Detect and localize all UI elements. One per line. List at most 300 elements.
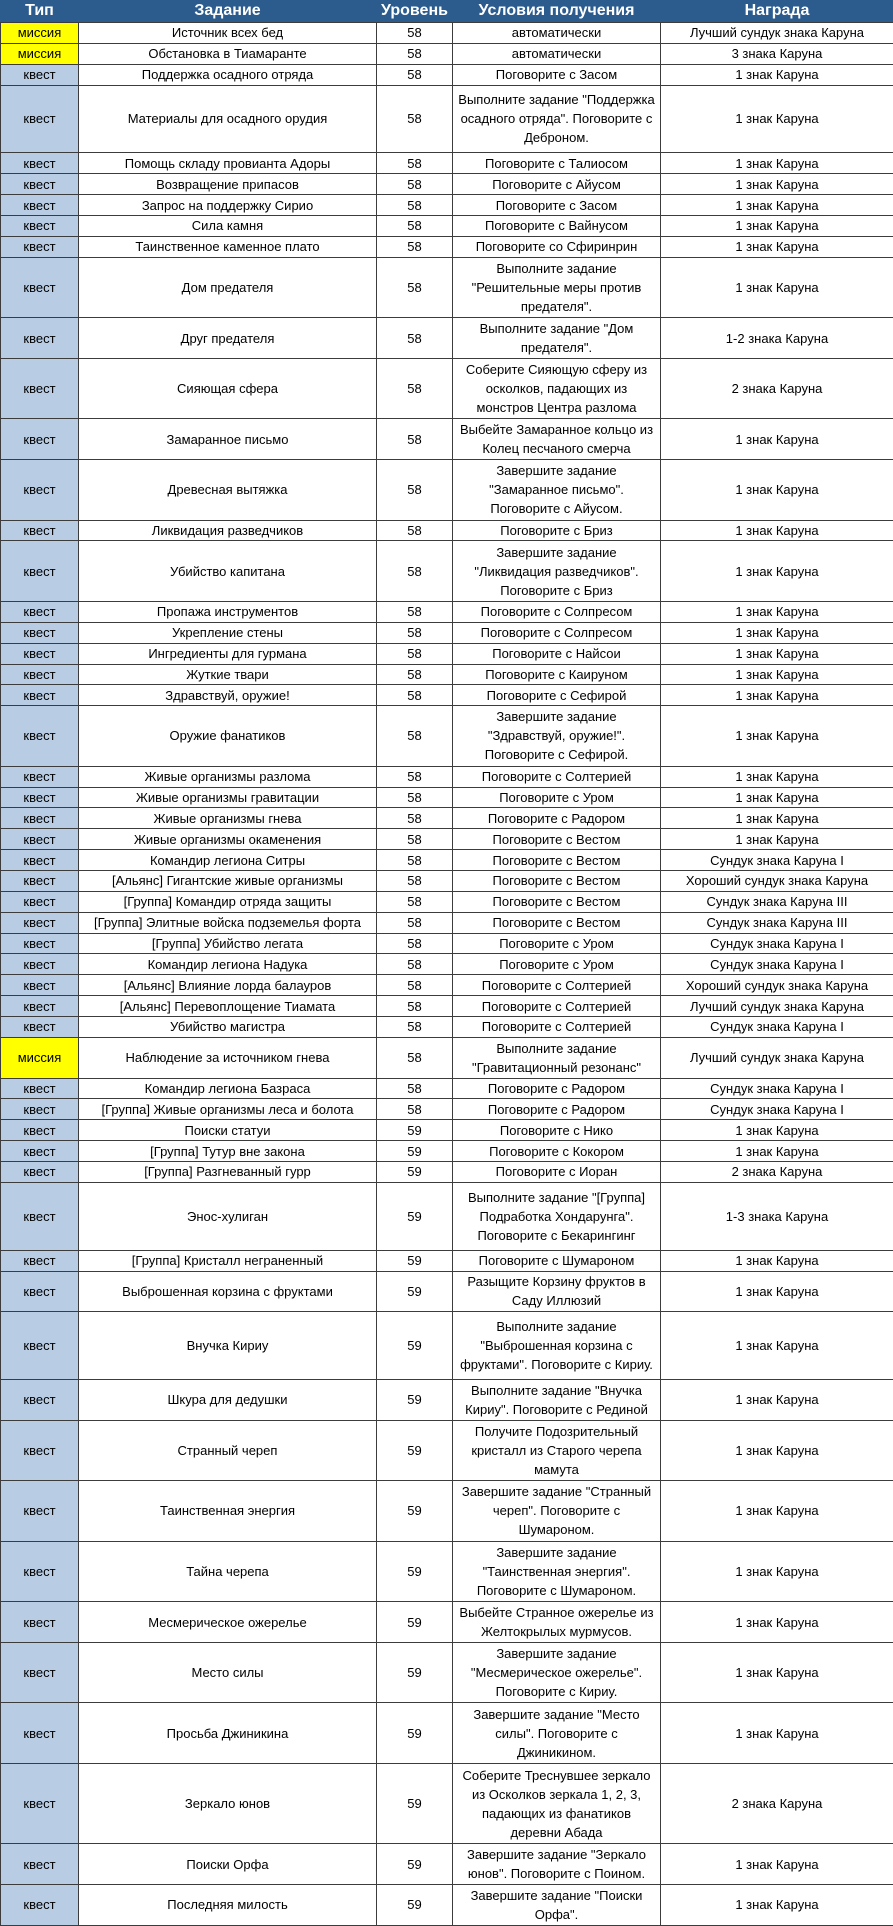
row-type-cell[interactable]: квест [1, 153, 79, 174]
row-name-cell[interactable]: [Группа] Элитные войска подземелья форта [79, 912, 377, 933]
row-name-cell[interactable]: Командир легиона Ситры [79, 850, 377, 871]
row-condition-cell[interactable]: Завершите задание "Месмерическое ожерелье". Поговорите с Кириу. [453, 1642, 661, 1703]
row-name-cell[interactable]: Поиски статуи [79, 1120, 377, 1141]
row-type-cell[interactable]: миссия [1, 43, 79, 64]
row-type-cell[interactable]: квест [1, 1844, 79, 1885]
row-name-cell[interactable]: Внучка Кириу [79, 1312, 377, 1380]
row-type-cell[interactable]: квест [1, 787, 79, 808]
row-level-cell[interactable]: 58 [377, 195, 453, 216]
row-level-cell[interactable]: 58 [377, 1078, 453, 1099]
row-reward-cell[interactable]: Хороший сундук знака Каруна [661, 871, 893, 892]
row-level-cell[interactable]: 58 [377, 601, 453, 622]
row-type-cell[interactable]: квест [1, 1420, 79, 1481]
row-name-cell[interactable]: Живые организмы окаменения [79, 829, 377, 850]
row-reward-cell[interactable]: 1 знак Каруна [661, 236, 893, 257]
row-condition-cell[interactable]: Соберите Сияющую сферу из осколков, падающих из монстров Центра разлома [453, 358, 661, 419]
row-level-cell[interactable]: 58 [377, 622, 453, 643]
table-row [1, 912, 893, 933]
row-condition-cell[interactable]: Разыщите Корзину фруктов в Саду Иллюзий [453, 1271, 661, 1312]
row-name-cell[interactable]: Выброшенная корзина с фруктами [79, 1271, 377, 1312]
row-type-cell[interactable]: квест [1, 933, 79, 954]
row-type-cell[interactable]: квест [1, 685, 79, 706]
row-name-cell[interactable]: Убийство магистра [79, 1017, 377, 1038]
row-name-cell[interactable]: Возвращение припасов [79, 174, 377, 195]
row-type-cell[interactable]: миссия [1, 23, 79, 44]
row-condition-cell[interactable]: Выполните задание "Выброшенная корзина с фруктами". Поговорите с Кириу. [453, 1312, 661, 1380]
row-level-cell[interactable]: 59 [377, 1380, 453, 1421]
row-level-cell[interactable]: 59 [377, 1703, 453, 1764]
row-condition-cell[interactable]: Поговорите с Айусом [453, 174, 661, 195]
row-condition-cell[interactable]: Поговорите с Солтерией [453, 975, 661, 996]
row-name-cell[interactable]: [Группа] Убийство легата [79, 933, 377, 954]
row-reward-cell[interactable]: Сундук знака Каруна I [661, 1078, 893, 1099]
row-reward-cell[interactable]: 1 знак Каруна [661, 419, 893, 460]
row-name-cell[interactable]: Странный череп [79, 1420, 377, 1481]
row-level-cell[interactable]: 59 [377, 1884, 453, 1925]
row-condition-cell[interactable]: Поговорите с Вестом [453, 891, 661, 912]
row-type-cell[interactable]: квест [1, 64, 79, 85]
row-name-cell[interactable]: Жуткие твари [79, 664, 377, 685]
row-reward-cell[interactable]: Сундук знака Каруна I [661, 1017, 893, 1038]
row-level-cell[interactable]: 59 [377, 1312, 453, 1380]
row-reward-cell[interactable]: 1 знак Каруна [661, 257, 893, 318]
row-level-cell[interactable]: 58 [377, 460, 453, 521]
row-reward-cell[interactable]: 1 знак Каруна [661, 685, 893, 706]
row-level-cell[interactable]: 58 [377, 257, 453, 318]
row-level-cell[interactable]: 58 [377, 64, 453, 85]
row-level-cell[interactable]: 58 [377, 174, 453, 195]
row-condition-cell[interactable]: Завершите задание "Ликвидация разведчиков". Поговорите с Бриз [453, 541, 661, 602]
row-condition-cell[interactable]: Поговорите с Солпресом [453, 601, 661, 622]
table-row [1, 174, 893, 195]
row-level-cell[interactable]: 59 [377, 1120, 453, 1141]
row-type-cell[interactable]: квест [1, 706, 79, 767]
row-reward-cell[interactable]: 1 знак Каруна [661, 1120, 893, 1141]
row-type-cell[interactable]: квест [1, 1250, 79, 1271]
row-condition-cell[interactable]: Поговорите с Уром [453, 787, 661, 808]
row-name-cell[interactable]: Поиски Орфа [79, 1844, 377, 1885]
row-type-cell[interactable]: квест [1, 1763, 79, 1843]
table-row [1, 1312, 893, 1380]
row-type-cell[interactable]: квест [1, 460, 79, 521]
table-row [1, 1481, 893, 1542]
row-level-cell[interactable]: 58 [377, 766, 453, 787]
row-type-cell[interactable]: квест [1, 1380, 79, 1421]
row-name-cell[interactable]: Живые организмы гнева [79, 808, 377, 829]
row-name-cell[interactable]: Командир легиона Надука [79, 954, 377, 975]
row-level-cell[interactable]: 58 [377, 685, 453, 706]
table-row [1, 1380, 893, 1421]
row-type-cell[interactable]: квест [1, 871, 79, 892]
row-type-cell[interactable]: квест [1, 1017, 79, 1038]
row-reward-cell[interactable]: 1 знак Каруна [661, 808, 893, 829]
row-name-cell[interactable]: Зеркало юнов [79, 1763, 377, 1843]
row-level-cell[interactable]: 58 [377, 358, 453, 419]
row-name-cell[interactable]: Ликвидация разведчиков [79, 520, 377, 541]
row-level-cell[interactable]: 59 [377, 1763, 453, 1843]
row-level-cell[interactable]: 58 [377, 850, 453, 871]
row-reward-cell[interactable]: Сундук знака Каруна I [661, 954, 893, 975]
row-condition-cell[interactable]: Поговорите с Вестом [453, 850, 661, 871]
row-name-cell[interactable]: Дом предателя [79, 257, 377, 318]
row-type-cell[interactable]: квест [1, 541, 79, 602]
row-name-cell[interactable]: Укрепление стены [79, 622, 377, 643]
row-type-cell[interactable]: квест [1, 996, 79, 1017]
row-condition-cell[interactable]: Поговорите с Шумароном [453, 1250, 661, 1271]
row-reward-cell[interactable]: 1 знак Каруна [661, 195, 893, 216]
row-name-cell[interactable]: Тайна черепа [79, 1541, 377, 1602]
row-condition-cell[interactable]: Поговорите с Найсои [453, 643, 661, 664]
row-reward-cell[interactable]: Лучший сундук знака Каруна [661, 996, 893, 1017]
row-reward-cell[interactable]: Сундук знака Каруна I [661, 1099, 893, 1120]
header-level: Уровень [377, 0, 453, 23]
row-type-cell[interactable]: квест [1, 808, 79, 829]
row-level-cell[interactable]: 59 [377, 1481, 453, 1542]
row-reward-cell[interactable]: Лучший сундук знака Каруна [661, 23, 893, 44]
row-name-cell[interactable]: Месмерическое ожерелье [79, 1602, 377, 1643]
row-type-cell[interactable]: квест [1, 1642, 79, 1703]
row-level-cell[interactable]: 58 [377, 419, 453, 460]
row-level-cell[interactable]: 59 [377, 1602, 453, 1643]
row-condition-cell[interactable]: Выполните задание "Гравитационный резонанс" [453, 1037, 661, 1078]
table-row [1, 215, 893, 236]
row-level-cell[interactable]: 58 [377, 912, 453, 933]
table-row [1, 520, 893, 541]
row-name-cell[interactable]: Таинственное каменное плато [79, 236, 377, 257]
row-condition-cell[interactable]: Поговорите с Солтерией [453, 996, 661, 1017]
row-type-cell[interactable]: квест [1, 1182, 79, 1250]
table-row [1, 975, 893, 996]
row-level-cell[interactable]: 59 [377, 1271, 453, 1312]
row-condition-cell[interactable]: Поговорите с Радором [453, 1078, 661, 1099]
row-type-cell[interactable]: квест [1, 1541, 79, 1602]
row-condition-cell[interactable]: Соберите Треснувшее зеркало из Осколков зеркала 1, 2, 3, падающих из фанатиков деревни Абада [453, 1763, 661, 1843]
row-level-cell[interactable]: 58 [377, 954, 453, 975]
row-condition-cell[interactable]: Завершите задание "Здравствуй, оружие!". Поговорите с Сефирой. [453, 706, 661, 767]
row-reward-cell[interactable]: Сундук знака Каруна III [661, 912, 893, 933]
row-name-cell[interactable]: Живые организмы гравитации [79, 787, 377, 808]
row-name-cell[interactable]: Помощь складу провианта Адоры [79, 153, 377, 174]
row-type-cell[interactable]: квест [1, 1703, 79, 1764]
row-name-cell[interactable]: [Группа] Командир отряда защиты [79, 891, 377, 912]
row-condition-cell[interactable]: автоматически [453, 43, 661, 64]
row-condition-cell[interactable]: Выполните задание "[Группа] Подработка Хондарунга". Поговорите с Бекарингинг [453, 1182, 661, 1250]
row-name-cell[interactable]: Обстановка в Тиамаранте [79, 43, 377, 64]
row-name-cell[interactable]: Место силы [79, 1642, 377, 1703]
row-type-cell[interactable]: квест [1, 1162, 79, 1183]
row-level-cell[interactable]: 58 [377, 975, 453, 996]
row-reward-cell[interactable]: 1 знак Каруна [661, 1844, 893, 1885]
row-reward-cell[interactable]: 1 знак Каруна [661, 460, 893, 521]
row-condition-cell[interactable]: Поговорите с Радором [453, 1099, 661, 1120]
row-reward-cell[interactable]: Сундук знака Каруна III [661, 891, 893, 912]
row-name-cell[interactable]: Таинственная энергия [79, 1481, 377, 1542]
row-condition-cell[interactable]: Выполните задание "Дом предателя". [453, 318, 661, 359]
row-condition-cell[interactable]: Поговорите с Сефирой [453, 685, 661, 706]
row-reward-cell[interactable]: 1 знак Каруна [661, 1884, 893, 1925]
row-level-cell[interactable]: 58 [377, 43, 453, 64]
row-reward-cell[interactable]: 1 знак Каруна [661, 1141, 893, 1162]
row-type-cell[interactable]: квест [1, 236, 79, 257]
row-reward-cell[interactable]: 1 знак Каруна [661, 1703, 893, 1764]
row-name-cell[interactable]: Поддержка осадного отряда [79, 64, 377, 85]
row-condition-cell[interactable]: Завершите задание "Зеркало юнов". Поговорите с Поином. [453, 1844, 661, 1885]
row-condition-cell[interactable]: Поговорите с Засом [453, 195, 661, 216]
row-type-cell[interactable]: квест [1, 912, 79, 933]
row-type-cell[interactable]: квест [1, 1602, 79, 1643]
row-name-cell[interactable]: Живые организмы разлома [79, 766, 377, 787]
row-reward-cell[interactable]: Хороший сундук знака Каруна [661, 975, 893, 996]
row-reward-cell[interactable]: 1 знак Каруна [661, 520, 893, 541]
row-condition-cell[interactable]: Поговорите с Каируном [453, 664, 661, 685]
row-level-cell[interactable]: 58 [377, 520, 453, 541]
row-type-cell[interactable]: квест [1, 829, 79, 850]
row-reward-cell[interactable]: 1 знак Каруна [661, 1541, 893, 1602]
row-reward-cell[interactable]: 1 знак Каруна [661, 1602, 893, 1643]
row-reward-cell[interactable]: 1-2 знака Каруна [661, 318, 893, 359]
row-reward-cell[interactable]: 1 знак Каруна [661, 601, 893, 622]
row-type-cell[interactable]: квест [1, 601, 79, 622]
row-reward-cell[interactable]: 1 знак Каруна [661, 64, 893, 85]
row-name-cell[interactable]: Пропажа инструментов [79, 601, 377, 622]
row-level-cell[interactable]: 58 [377, 1099, 453, 1120]
row-type-cell[interactable]: квест [1, 85, 79, 153]
row-level-cell[interactable]: 58 [377, 23, 453, 44]
row-name-cell[interactable]: Наблюдение за источником гнева [79, 1037, 377, 1078]
row-type-cell[interactable]: миссия [1, 1037, 79, 1078]
table-row [1, 1182, 893, 1250]
row-name-cell[interactable]: Сила камня [79, 215, 377, 236]
row-level-cell[interactable]: 58 [377, 808, 453, 829]
row-level-cell[interactable]: 58 [377, 996, 453, 1017]
row-condition-cell[interactable]: Завершите задание "Место силы". Поговорите с Джиникином. [453, 1703, 661, 1764]
row-type-cell[interactable]: квест [1, 891, 79, 912]
row-name-cell[interactable]: Шкура для дедушки [79, 1380, 377, 1421]
row-type-cell[interactable]: квест [1, 1884, 79, 1925]
row-type-cell[interactable]: квест [1, 1141, 79, 1162]
row-reward-cell[interactable]: 1 знак Каруна [661, 1312, 893, 1380]
row-condition-cell[interactable]: Завершите задание "Таинственная энергия". Поговорите с Шумароном. [453, 1541, 661, 1602]
table-row [1, 706, 893, 767]
row-reward-cell[interactable]: 1 знак Каруна [661, 541, 893, 602]
table-row [1, 195, 893, 216]
row-name-cell[interactable]: Замаранное письмо [79, 419, 377, 460]
row-type-cell[interactable]: квест [1, 975, 79, 996]
row-reward-cell[interactable]: 1 знак Каруна [661, 643, 893, 664]
row-reward-cell[interactable]: 1 знак Каруна [661, 153, 893, 174]
table-row [1, 64, 893, 85]
row-reward-cell[interactable]: 1 знак Каруна [661, 706, 893, 767]
row-level-cell[interactable]: 58 [377, 541, 453, 602]
row-reward-cell[interactable]: 1 знак Каруна [661, 664, 893, 685]
row-condition-cell[interactable]: Завершите задание "Странный череп". Поговорите с Шумароном. [453, 1481, 661, 1542]
row-reward-cell[interactable]: 3 знака Каруна [661, 43, 893, 64]
row-condition-cell[interactable]: Поговорите со Сфиринрин [453, 236, 661, 257]
row-condition-cell[interactable]: Поговорите с Бриз [453, 520, 661, 541]
row-condition-cell[interactable]: Завершите задание "Поиски Орфа". [453, 1884, 661, 1925]
row-type-cell[interactable]: квест [1, 643, 79, 664]
row-reward-cell[interactable]: 1 знак Каруна [661, 1642, 893, 1703]
row-type-cell[interactable]: квест [1, 215, 79, 236]
row-name-cell[interactable]: Просьба Джиникина [79, 1703, 377, 1764]
row-type-cell[interactable]: квест [1, 954, 79, 975]
row-name-cell[interactable]: Оружие фанатиков [79, 706, 377, 767]
row-condition-cell[interactable]: Поговорите с Иоран [453, 1162, 661, 1183]
row-reward-cell[interactable]: 2 знака Каруна [661, 1763, 893, 1843]
row-condition-cell[interactable]: Получите Подозрительный кристалл из Старого черепа мамута [453, 1420, 661, 1481]
row-level-cell[interactable]: 58 [377, 643, 453, 664]
row-condition-cell[interactable]: Поговорите с Нико [453, 1120, 661, 1141]
row-condition-cell[interactable]: Поговорите с Уром [453, 933, 661, 954]
table-row [1, 1884, 893, 1925]
row-reward-cell[interactable]: 1 знак Каруна [661, 1481, 893, 1542]
table-row [1, 1099, 893, 1120]
row-condition-cell[interactable]: Выполните задание "Внучка Кириу". Поговорите с Рединой [453, 1380, 661, 1421]
row-condition-cell[interactable]: Поговорите с Вестом [453, 912, 661, 933]
row-type-cell[interactable]: квест [1, 664, 79, 685]
row-name-cell[interactable]: [Группа] Тутур вне закона [79, 1141, 377, 1162]
row-level-cell[interactable]: 58 [377, 829, 453, 850]
row-type-cell[interactable]: квест [1, 318, 79, 359]
row-level-cell[interactable]: 58 [377, 787, 453, 808]
row-level-cell[interactable]: 58 [377, 706, 453, 767]
row-condition-cell[interactable]: Поговорите с Солтерией [453, 1017, 661, 1038]
row-name-cell[interactable]: [Альянс] Гигантские живые организмы [79, 871, 377, 892]
row-type-cell[interactable]: квест [1, 1271, 79, 1312]
row-condition-cell[interactable]: Выполните задание "Решительные меры против предателя". [453, 257, 661, 318]
row-type-cell[interactable]: квест [1, 1099, 79, 1120]
row-level-cell[interactable]: 58 [377, 236, 453, 257]
row-type-cell[interactable]: квест [1, 1312, 79, 1380]
row-level-cell[interactable]: 58 [377, 871, 453, 892]
row-condition-cell[interactable]: автоматически [453, 23, 661, 44]
row-condition-cell[interactable]: Поговорите с Радором [453, 808, 661, 829]
row-condition-cell[interactable]: Поговорите с Уром [453, 954, 661, 975]
row-reward-cell[interactable]: 1 знак Каруна [661, 85, 893, 153]
row-name-cell[interactable]: Энос-хулиган [79, 1182, 377, 1250]
row-name-cell[interactable]: Убийство капитана [79, 541, 377, 602]
row-reward-cell[interactable]: Сундук знака Каруна I [661, 850, 893, 871]
row-level-cell[interactable]: 59 [377, 1182, 453, 1250]
row-level-cell[interactable]: 59 [377, 1162, 453, 1183]
row-name-cell[interactable]: Ингредиенты для гурмана [79, 643, 377, 664]
row-type-cell[interactable]: квест [1, 174, 79, 195]
row-reward-cell[interactable]: 1 знак Каруна [661, 1420, 893, 1481]
row-name-cell[interactable]: [Альянс] Перевоплощение Тиамата [79, 996, 377, 1017]
row-reward-cell[interactable]: 1 знак Каруна [661, 174, 893, 195]
row-name-cell[interactable]: Здравствуй, оружие! [79, 685, 377, 706]
table-row [1, 1037, 893, 1078]
row-reward-cell[interactable]: 1 знак Каруна [661, 1250, 893, 1271]
row-type-cell[interactable]: квест [1, 520, 79, 541]
row-type-cell[interactable]: квест [1, 358, 79, 419]
row-reward-cell[interactable]: Лучший сундук знака Каруна [661, 1037, 893, 1078]
row-name-cell[interactable]: [Группа] Живые организмы леса и болота [79, 1099, 377, 1120]
table-row [1, 808, 893, 829]
table-row [1, 1162, 893, 1183]
row-name-cell[interactable]: Древесная вытяжка [79, 460, 377, 521]
row-condition-cell[interactable]: Поговорите с Солтерией [453, 766, 661, 787]
row-name-cell[interactable]: [Альянс] Влияние лорда балауров [79, 975, 377, 996]
row-name-cell[interactable]: Командир легиона Базраса [79, 1078, 377, 1099]
table-row [1, 257, 893, 318]
row-level-cell[interactable]: 58 [377, 318, 453, 359]
row-level-cell[interactable]: 58 [377, 891, 453, 912]
row-level-cell[interactable]: 58 [377, 1017, 453, 1038]
row-name-cell[interactable]: Запрос на поддержку Сирио [79, 195, 377, 216]
row-condition-cell[interactable]: Выбейте Странное ожерелье из Желтокрылых мурмусов. [453, 1602, 661, 1643]
row-condition-cell[interactable]: Поговорите с Кокором [453, 1141, 661, 1162]
row-level-cell[interactable]: 59 [377, 1844, 453, 1885]
row-name-cell[interactable]: Друг предателя [79, 318, 377, 359]
row-reward-cell[interactable]: 1 знак Каруна [661, 215, 893, 236]
row-name-cell[interactable]: Последняя милость [79, 1884, 377, 1925]
row-reward-cell[interactable]: 1 знак Каруна [661, 787, 893, 808]
row-name-cell[interactable]: [Группа] Кристалл неграненный [79, 1250, 377, 1271]
row-level-cell[interactable]: 58 [377, 215, 453, 236]
row-type-cell[interactable]: квест [1, 622, 79, 643]
row-level-cell[interactable]: 58 [377, 85, 453, 153]
row-level-cell[interactable]: 59 [377, 1250, 453, 1271]
row-level-cell[interactable]: 58 [377, 933, 453, 954]
table-row [1, 664, 893, 685]
table-row [1, 787, 893, 808]
row-type-cell[interactable]: квест [1, 766, 79, 787]
row-type-cell[interactable]: квест [1, 1481, 79, 1542]
row-condition-cell[interactable]: Выполните задание "Поддержка осадного отряда". Поговорите с Деброном. [453, 85, 661, 153]
row-level-cell[interactable]: 59 [377, 1541, 453, 1602]
row-type-cell[interactable]: квест [1, 257, 79, 318]
row-reward-cell[interactable]: 1 знак Каруна [661, 622, 893, 643]
table-row [1, 43, 893, 64]
row-level-cell[interactable]: 59 [377, 1642, 453, 1703]
row-reward-cell[interactable]: 2 знака Каруна [661, 1162, 893, 1183]
row-reward-cell[interactable]: 1 знак Каруна [661, 829, 893, 850]
row-reward-cell[interactable]: 1-3 знака Каруна [661, 1182, 893, 1250]
table-row [1, 541, 893, 602]
row-level-cell[interactable]: 58 [377, 664, 453, 685]
row-name-cell[interactable]: [Группа] Разгневанный гурр [79, 1162, 377, 1183]
row-condition-cell[interactable]: Завершите задание "Замаранное письмо". Поговорите с Айусом. [453, 460, 661, 521]
row-condition-cell[interactable]: Поговорите с Солпресом [453, 622, 661, 643]
row-level-cell[interactable]: 59 [377, 1141, 453, 1162]
row-reward-cell[interactable]: 1 знак Каруна [661, 1271, 893, 1312]
row-type-cell[interactable]: квест [1, 419, 79, 460]
row-condition-cell[interactable]: Поговорите с Засом [453, 64, 661, 85]
row-level-cell[interactable]: 58 [377, 153, 453, 174]
row-type-cell[interactable]: квест [1, 1120, 79, 1141]
row-type-cell[interactable]: квест [1, 1078, 79, 1099]
row-reward-cell[interactable]: 1 знак Каруна [661, 766, 893, 787]
row-reward-cell[interactable]: 2 знака Каруна [661, 358, 893, 419]
row-condition-cell[interactable]: Поговорите с Вестом [453, 829, 661, 850]
row-reward-cell[interactable]: 1 знак Каруна [661, 1380, 893, 1421]
row-name-cell[interactable]: Источник всех бед [79, 23, 377, 44]
row-condition-cell[interactable]: Выбейте Замаранное кольцо из Колец песчаного смерча [453, 419, 661, 460]
row-condition-cell[interactable]: Поговорите с Вайнусом [453, 215, 661, 236]
row-type-cell[interactable]: квест [1, 195, 79, 216]
row-type-cell[interactable]: квест [1, 850, 79, 871]
row-condition-cell[interactable]: Поговорите с Вестом [453, 871, 661, 892]
row-name-cell[interactable]: Материалы для осадного орудия [79, 85, 377, 153]
row-reward-cell[interactable]: Сундук знака Каруна I [661, 933, 893, 954]
row-level-cell[interactable]: 59 [377, 1420, 453, 1481]
table-row [1, 954, 893, 975]
table-row [1, 601, 893, 622]
row-condition-cell[interactable]: Поговорите с Талиосом [453, 153, 661, 174]
row-level-cell[interactable]: 58 [377, 1037, 453, 1078]
row-name-cell[interactable]: Сияющая сфера [79, 358, 377, 419]
